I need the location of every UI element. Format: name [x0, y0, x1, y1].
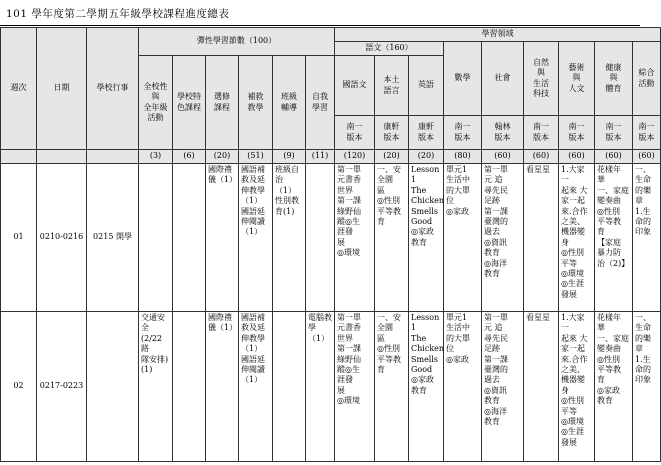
flex-group-header: 彈性學習節數（100） — [139, 28, 335, 56]
course-cell — [633, 164, 661, 312]
hours-integrative: (60) — [633, 150, 661, 164]
course-cell-text: 第一單 元 追 尋先民 足跡 第一課 臺灣的 過去 ◎資訊 教育 ◎海洋 教育 — [484, 165, 508, 278]
course-cell-text: 單元1 生活中 的大單 位 ◎家政 — [446, 313, 470, 364]
publisher-native-language: 康軒 版本 — [375, 116, 409, 150]
week-cell-text: 01 — [13, 232, 24, 242]
course-cell-text: 花樣年 華 一、家庭 變奏曲 ◎性別 平等教 育 ◎家政 教育 — [597, 313, 629, 406]
hours-remedial: (51) — [239, 150, 273, 164]
col-header-native-language: 本土 語言 — [375, 56, 409, 116]
hours-english: (20) — [409, 150, 444, 164]
schedule-table — [0, 27, 661, 462]
course-cell — [524, 164, 559, 312]
hours-mandarin: (120) — [335, 150, 375, 164]
course-cell — [559, 164, 595, 312]
course-cell-text: 看星星 — [526, 165, 550, 174]
col-header-school-activity: 全校性 與 全年級 活動 — [139, 56, 173, 150]
course-cell-text: 第一單 元書香 世界 第一課 綠野仙 蹤◎生 涯發 展 ◎環境 — [337, 313, 361, 406]
course-cell-text: 一、安 全園 區 ◎性別 平等教 育 — [377, 165, 401, 226]
col-header-health: 健康 與 體育 — [595, 42, 633, 116]
course-cell — [409, 312, 444, 462]
course-cell — [173, 312, 206, 462]
course-cell — [482, 164, 524, 312]
course-cell-text: 一、生命 的樂章 1.生命的 印象 — [635, 313, 651, 385]
publisher-math: 南一 版本 — [444, 116, 482, 150]
hours-feature-course: (6) — [173, 150, 206, 164]
hours-math: (80) — [444, 150, 482, 164]
course-cell-text: 國語補 救及延 伸教學 （1） 國語延 伸閱讀 （1） — [241, 165, 265, 237]
col-header-week: 週次 — [1, 28, 37, 150]
course-cell-text: 第一單 元書香 世界 第一課 綠野仙 蹤◎生 涯發 展 ◎環境 — [337, 165, 361, 258]
course-cell — [524, 312, 559, 462]
publisher-health: 南一 版本 — [595, 116, 633, 150]
week-cell — [1, 164, 37, 312]
table-row — [1, 164, 661, 312]
course-cell — [335, 312, 375, 462]
course-cell — [335, 164, 375, 312]
course-cell — [375, 312, 409, 462]
course-cell — [273, 164, 306, 312]
publisher-arts: 南一 版本 — [559, 116, 595, 150]
col-header-arts: 藝術 與 人文 — [559, 42, 595, 116]
hours-event-blank — [87, 150, 139, 164]
course-cell-text: 1.大家一 起來 大 家一起 來.合作 之美、 機器變 身 ◎性別 平等 ◎環境 ◎生涯 發展 — [561, 165, 588, 299]
col-header-integrative: 綜合 活動 — [633, 42, 661, 116]
course-cell — [139, 312, 173, 462]
course-cell — [273, 312, 306, 462]
course-cell — [375, 164, 409, 312]
chinese-group-header: 語文（160） — [335, 42, 444, 56]
col-header-class-guidance: 班級 輔導 — [273, 56, 306, 150]
course-cell — [409, 164, 444, 312]
course-cell-text: 看星星 — [526, 313, 550, 322]
publisher-mandarin: 南一 版本 — [335, 116, 375, 150]
col-header-self-study: 自我 學習 — [306, 56, 335, 150]
col-header-date: 日期 — [37, 28, 87, 150]
course-cell-text: 1.大家一 起來 大 家一起 來.合作 之美、 機器變 身 ◎性別 平等 ◎環境 ◎生涯 發展 — [561, 313, 588, 447]
publisher-science: 南一 版本 — [524, 116, 559, 150]
course-cell-text: 交通安 全 (2/22 路 隊安排) (1) — [141, 313, 169, 374]
course-cell — [139, 164, 173, 312]
course-cell — [482, 312, 524, 462]
hours-elective: (20) — [206, 150, 239, 164]
course-cell-text: 第一單 元 追 尋先民 足跡 第一課 臺灣的 過去 ◎資訊 教育 ◎海洋 教育 — [484, 313, 508, 426]
publisher-social: 翰林 版本 — [482, 116, 524, 150]
col-header-math: 數學 — [444, 42, 482, 116]
hours-health: (60) — [595, 150, 633, 164]
course-cell — [239, 312, 273, 462]
hours-class-guidance: (9) — [273, 150, 306, 164]
course-cell-text: Lesson 1 The Chicken Smells Good ◎家政 教育 — [411, 165, 445, 247]
course-cell — [206, 164, 239, 312]
course-cell-text: 班級自 治（1） 性別教 育(1) — [275, 165, 299, 216]
course-cell-text: 一、生命 的樂章 1.生命的 印象 — [635, 165, 651, 237]
course-cell — [239, 164, 273, 312]
hours-arts: (60) — [559, 150, 595, 164]
date-cell-text: 0217-0223 — [39, 381, 84, 391]
col-header-english: 英語 — [409, 56, 444, 116]
col-header-remedial: 補救 教學 — [239, 56, 273, 150]
course-cell-text: 單元1 生活中 的大單 位 ◎家政 — [446, 165, 470, 216]
event-cell — [87, 164, 139, 312]
col-header-social: 社會 — [482, 42, 524, 116]
date-cell — [37, 312, 87, 462]
hours-date-blank — [37, 150, 87, 164]
course-cell — [444, 312, 482, 462]
week-cell — [1, 312, 37, 462]
publisher-english: 康軒 版本 — [409, 116, 444, 150]
course-cell — [559, 312, 595, 462]
course-cell — [633, 312, 661, 462]
hours-science: (60) — [524, 150, 559, 164]
col-header-elective: 選修 課程 — [206, 56, 239, 150]
title-divider — [0, 25, 640, 26]
course-cell-text: 花樣年 華 一、家庭 變奏曲 ◎性別 平等教 育 【家庭 暴力防 治（2)】 — [597, 165, 630, 268]
hours-week-blank — [1, 150, 37, 164]
date-cell — [37, 164, 87, 312]
col-header-mandarin: 國語文 — [335, 56, 375, 116]
course-cell-text: 一、安 全園 區 ◎性別 平等教 育 — [377, 313, 401, 374]
document-title: 101 學年度第二學期五年級學校課程進度總表 — [6, 8, 230, 20]
course-cell — [595, 312, 633, 462]
date-cell-text: 0210-0216 — [39, 232, 84, 242]
course-cell-text: Lesson 1 The Chicken Smells Good ◎家政 教育 — [411, 313, 445, 395]
table-row — [1, 312, 661, 462]
event-cell-text: 0215 開學 — [93, 232, 132, 242]
hours-self-study: (11) — [306, 150, 335, 164]
col-header-science: 自然 與 生活 科技 — [524, 42, 559, 116]
course-cell — [206, 312, 239, 462]
domain-group-header: 學習領域 — [335, 28, 661, 42]
course-cell-text: 國際禮 儀（1） — [208, 165, 238, 185]
hours-native-language: (20) — [375, 150, 409, 164]
course-cell-text: 國際禮 儀（1） — [208, 313, 238, 333]
col-header-event: 學校行事 — [87, 28, 139, 150]
course-cell — [173, 164, 206, 312]
col-header-feature-course: 學校特 色課程 — [173, 56, 206, 150]
course-cell — [444, 164, 482, 312]
course-cell — [306, 164, 335, 312]
week-cell-text: 02 — [13, 381, 24, 391]
hours-social: (60) — [482, 150, 524, 164]
course-cell-text: 國語補 救及延 伸教學 （1） 國語延 伸閱讀 （1） — [241, 313, 265, 385]
course-cell — [595, 164, 633, 312]
publisher-integrative: 南一 版本 — [633, 116, 661, 150]
course-cell — [306, 312, 335, 462]
event-cell — [87, 312, 139, 462]
hours-school-activity: (3) — [139, 150, 173, 164]
course-cell-text: 電腦教 學（1） — [308, 313, 332, 343]
